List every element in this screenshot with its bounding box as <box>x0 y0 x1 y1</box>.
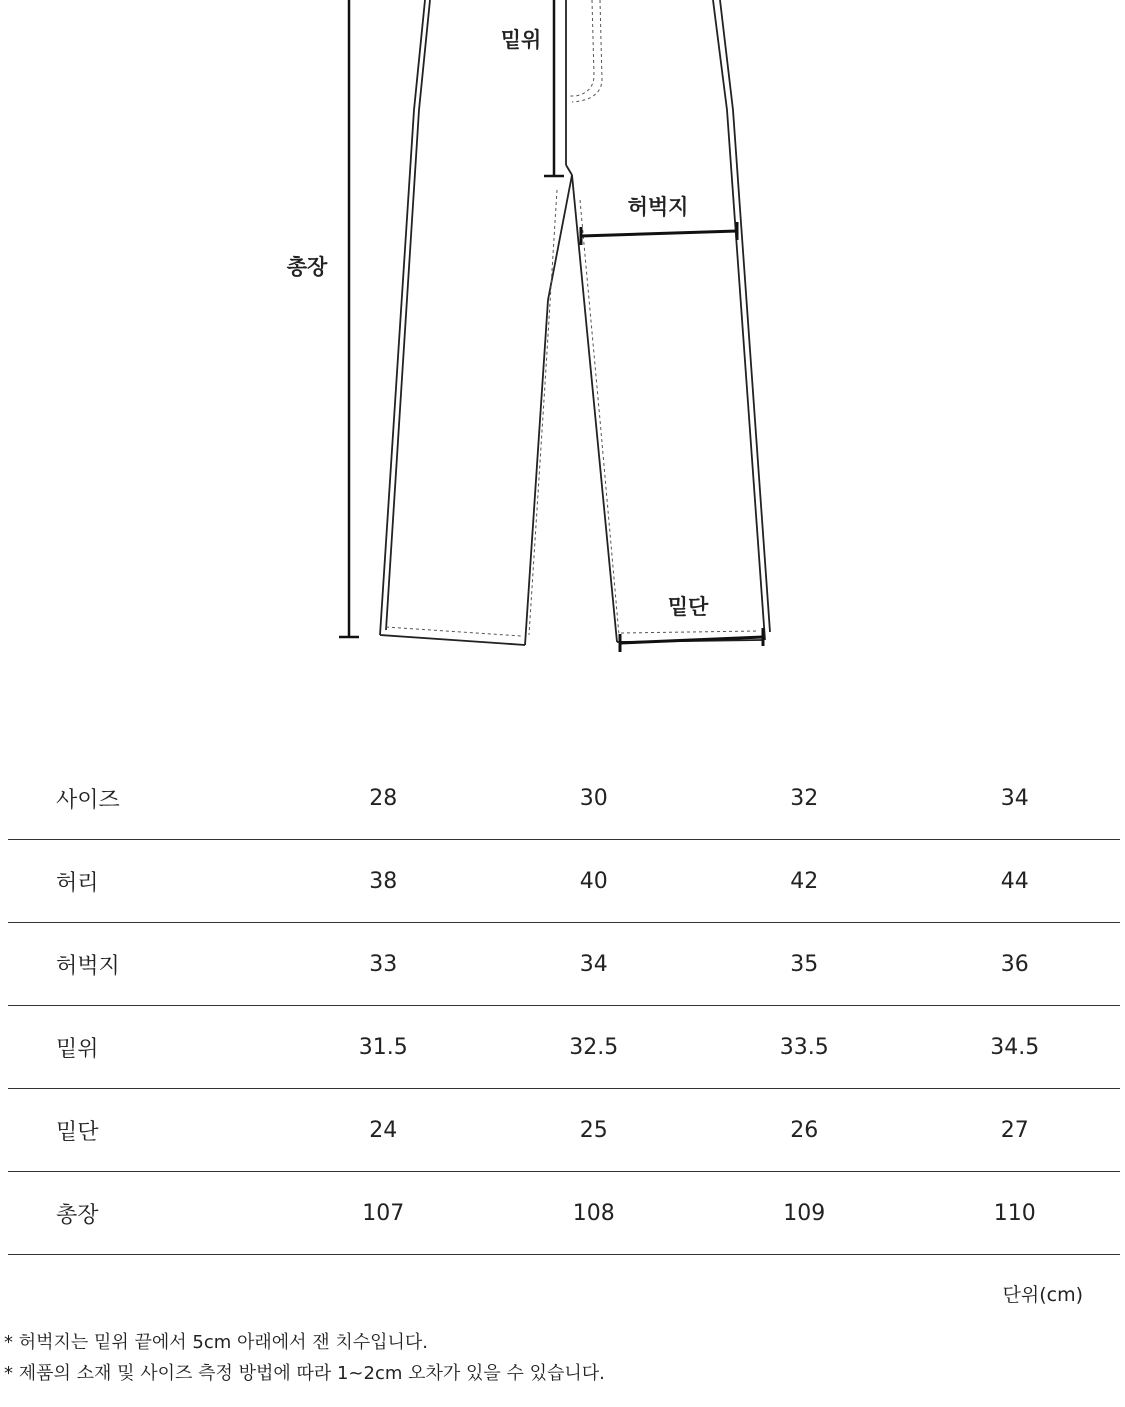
table-row-hem <box>8 1089 1120 1172</box>
table-row-waist <box>8 840 1120 923</box>
row-label: 허리 <box>8 840 278 923</box>
table-cell: 44 <box>910 840 1121 923</box>
table-row-rise <box>8 1006 1120 1089</box>
size-value: 32 <box>699 757 910 840</box>
total-length-label: 총장 <box>286 255 328 279</box>
table-row-thigh <box>8 923 1120 1006</box>
table-cell: 32.5 <box>489 1006 700 1089</box>
row-label: 밑단 <box>8 1089 278 1172</box>
table-cell: 42 <box>699 840 910 923</box>
unit-note: 단위(cm) <box>1002 1284 1083 1306</box>
table-row-size <box>8 757 1120 840</box>
table-cell: 107 <box>278 1172 489 1255</box>
row-label: 밑위 <box>8 1006 278 1089</box>
table-cell: 38 <box>278 840 489 923</box>
table-cell: 25 <box>489 1089 700 1172</box>
table-cell: 34.5 <box>910 1006 1121 1089</box>
table-cell: 26 <box>699 1089 910 1172</box>
table-cell: 33.5 <box>699 1006 910 1089</box>
row-label: 허벅지 <box>8 923 278 1006</box>
table-cell: 36 <box>910 923 1121 1006</box>
table-cell: 109 <box>699 1172 910 1255</box>
table-cell: 24 <box>278 1089 489 1172</box>
table-cell: 40 <box>489 840 700 923</box>
hem-label: 밑단 <box>667 595 709 619</box>
table-cell: 33 <box>278 923 489 1006</box>
thigh-marker <box>581 222 737 245</box>
size-table <box>8 757 1120 1255</box>
size-value: 28 <box>278 757 489 840</box>
pants-stitching <box>386 0 758 636</box>
thigh-label: 허벅지 <box>627 195 689 219</box>
table-cell: 31.5 <box>278 1006 489 1089</box>
size-value: 34 <box>910 757 1121 840</box>
rise-label: 밑위 <box>500 28 542 52</box>
table-cell: 110 <box>910 1172 1121 1255</box>
total-length-marker <box>339 0 359 637</box>
pants-measurement-diagram <box>0 0 1125 700</box>
table-cell: 35 <box>699 923 910 1006</box>
pants-outline <box>380 0 770 645</box>
table-cell: 27 <box>910 1089 1121 1172</box>
table-cell: 108 <box>489 1172 700 1255</box>
row-label: 사이즈 <box>8 757 278 840</box>
rise-marker <box>544 0 564 176</box>
footnote: * 허벅지는 밑위 끝에서 5cm 아래에서 잰 치수입니다. <box>4 1332 429 1353</box>
footnote: * 제품의 소재 및 사이즈 측정 방법에 따라 1~2cm 오차가 있을 수 있습니다. <box>4 1363 605 1384</box>
row-label: 총장 <box>8 1172 278 1255</box>
table-cell: 34 <box>489 923 700 1006</box>
size-value: 30 <box>489 757 700 840</box>
table-row-total-length <box>8 1172 1120 1255</box>
